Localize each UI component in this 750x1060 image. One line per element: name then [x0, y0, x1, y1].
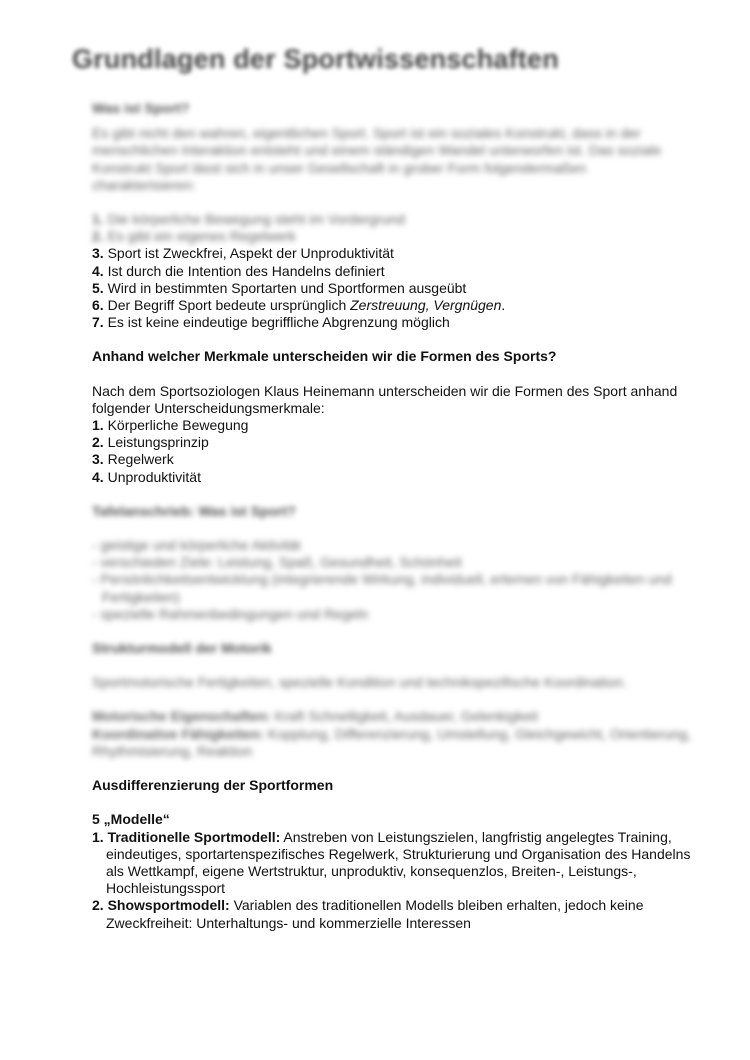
- list-item: - Persönlichkeitsentwicklung (integrierende Wirkung, individuell, erlernen von Fähigkeiten und Fertigkeiten): [92, 571, 672, 605]
- list-item: 4. Ist durch die Intention des Handelns definiert: [92, 262, 385, 279]
- section-heading: Tafelanschrieb: Was ist Sport?: [92, 502, 296, 519]
- section-heading: Anhand welcher Merkmale unterscheiden wir die Formen des Sports?: [92, 348, 557, 365]
- section-heading: Strukturmodell der Motorik: [92, 640, 272, 657]
- list-item: 5. Wird in bestimmten Sportarten und Sportformen ausgeübt: [92, 279, 467, 296]
- section-ausdifferenzierung: [92, 777, 692, 932]
- list-item: 1. Körperliche Bewegung: [92, 417, 249, 434]
- list-item: - verschieden Ziele: Leistung, Spaß, Gesundheit, Schönheit: [92, 554, 462, 571]
- section-tafelanschrieb: [92, 503, 692, 623]
- document-body: [92, 100, 692, 932]
- section-heading: Ausdifferenzierung der Sportformen: [92, 777, 334, 794]
- list-item: 4. Unproduktivität: [92, 468, 201, 485]
- list-item: 2. Showsportmodell: Variablen des traditionellen Modells bleiben erhalten, jedoch keine Zweckfreiheit: Unterhaltungs- und kommerzielle Interessen: [92, 897, 644, 931]
- section-subheading: 5 „Modelle“: [92, 811, 170, 828]
- list-item: 3. Regelwerk: [92, 451, 174, 468]
- list-item: 1. Die körperliche Bewegung steht im Vordergrund: [92, 211, 405, 228]
- section-strukturmodell: [92, 640, 692, 760]
- list-item: 2. Leistungsprinzip: [92, 434, 209, 451]
- list-item: 1. Traditionelle Sportmodell: Anstreben von Leistungszielen, langfristig angelegtes Training, eindeutiges, sportartenspezifisches Regelwerk, Strukturierung und Organisation des Handelns als Wettkampf, eigene Wertstruktur, unproduktiv, konsequenzlos, Breiten-, Leistungs-, Hochleistungssport: [92, 828, 691, 897]
- section-paragraph: Nach dem Sportsoziologen Klaus Heinemann unterscheiden wir die Formen des Sport anhand folgender Unterscheidungsmerkmale:: [92, 382, 678, 416]
- list-item: - geistige und körperliche Aktivität: [92, 537, 301, 554]
- koordinative-faehigkeiten: Koordinative Fähigkeiten: Kopplung, Differenzierung, Umstellung, Gleichgewicht, Orientierung, Rhythmisierung, Reaktion: [92, 725, 691, 759]
- list-item: 3. Sport ist Zweckfrei, Aspekt der Unproduktivität: [92, 245, 394, 262]
- list-item: 2. Es gibt ein eigenes Regelwerk: [92, 228, 296, 245]
- section-paragraph: Sportmotorische Fertigkeiten, spezielle Kondition und technikspezifische Koordination.: [92, 674, 627, 691]
- section-paragraph: Es gibt nicht den wahren, eigentlichen Sport. Sport ist ein soziales Konstrukt, dass in der menschlichen Interaktion entsteht und einem ständigen Wandel unterworfen ist. Das soziale Konstrukt Sport lässt sich in unser Gesellschaft in grober Form folgendermaßen charakterisieren:: [92, 125, 662, 193]
- section-was-ist-sport: [92, 100, 692, 331]
- section-heading: Was ist Sport?: [92, 100, 190, 116]
- document-title: Grundlagen der Sportwissenschaften: [72, 44, 559, 74]
- list-item: 7. Es ist keine eindeutige begriffliche Abgrenzung möglich: [92, 314, 450, 331]
- section-merkmale: [92, 348, 692, 485]
- motorische-eigenschaften: Motorische Eigenschaften: Kraft Schnelligkeit, Ausdauer, Gelenkigkeit: [92, 708, 538, 725]
- list-item: - spezielle Rahmenbedingungen und Regeln: [92, 605, 369, 622]
- list-item: 6. Der Begriff Sport bedeute ursprünglich Zerstreuung, Vergnügen.: [92, 297, 506, 314]
